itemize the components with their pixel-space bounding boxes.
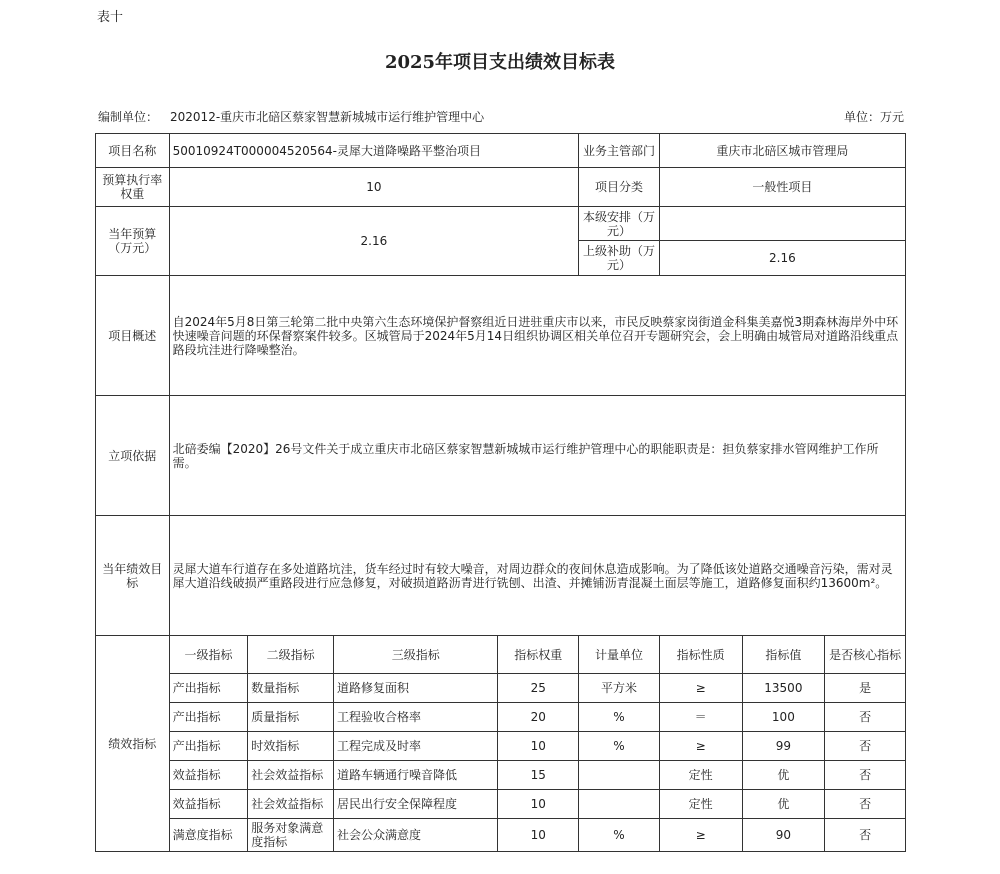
cell-level3: 工程完成及时率 [334, 732, 498, 761]
cell-level3: 工程验收合格率 [334, 703, 498, 732]
cell-nature: 定性 [659, 761, 742, 790]
header-cell: 指标值 [742, 636, 825, 674]
cell-weight: 15 [498, 761, 579, 790]
table-row [96, 761, 906, 790]
category-value: 一般性项目 [659, 168, 905, 207]
overview-text: 自2024年5月8日第三轮第二批中央第六生态环境保护督察组近日进驻重庆市以来，市民反映蔡家岗街道金科集美嘉悦3期森林海岸外中环快速噪音问题的环保督察案件较多。区城管局于2024年5月14日组织协调区相关单位召开专题研究会，会上明确由城管局对道路沿线重点路段坑洼进行降噪整治。 [169, 276, 905, 396]
cell-unit: 平方米 [579, 674, 660, 703]
target-text: 灵犀大道车行道存在多处道路坑洼，货车经过时有较大噪音，对周边群众的夜间休息造成影响。为了降低该处道路交通噪音污染，需对灵犀大道沿线破损严重路段进行应急修复，对破损道路沥青进行铣刨、出渣、并摊铺沥青混凝土面层等施工，道路修复面积约13600m²。 [169, 516, 905, 636]
cell-nature: ＝ [659, 703, 742, 732]
cell-level1: 效益指标 [169, 790, 248, 819]
header-cell: 一级指标 [169, 636, 248, 674]
cell-value: 100 [742, 703, 825, 732]
cell-value: 优 [742, 761, 825, 790]
cell-unit [579, 761, 660, 790]
cell-core: 否 [825, 703, 906, 732]
table-row [96, 674, 906, 703]
budget-value: 2.16 [169, 207, 579, 276]
header-cell: 三级指标 [334, 636, 498, 674]
cell-nature: ≥ [659, 732, 742, 761]
indicators-label: 绩效指标 [96, 636, 170, 852]
org-line [98, 108, 484, 125]
cell-weight: 25 [498, 674, 579, 703]
cell-level1: 产出指标 [169, 674, 248, 703]
cell-value: 99 [742, 732, 825, 761]
cell-unit: % [579, 703, 660, 732]
cell-level1: 产出指标 [169, 732, 248, 761]
cell-level3: 道路车辆通行噪音降低 [334, 761, 498, 790]
cell-level1: 效益指标 [169, 761, 248, 790]
cell-weight: 10 [498, 732, 579, 761]
cell-weight: 10 [498, 790, 579, 819]
header-cell: 计量单位 [579, 636, 660, 674]
indicator-header-row [96, 636, 906, 674]
row-project-name [96, 134, 906, 168]
cell-level1: 产出指标 [169, 703, 248, 732]
budget-label: 当年预算（万元） [96, 207, 170, 276]
cell-core: 否 [825, 819, 906, 852]
row-weight [96, 168, 906, 207]
row-target [96, 516, 906, 636]
header-cell: 指标性质 [659, 636, 742, 674]
cell-weight: 10 [498, 819, 579, 852]
local-label: 本级安排（万元） [579, 207, 660, 241]
cell-level3: 社会公众满意度 [334, 819, 498, 852]
cell-unit: % [579, 819, 660, 852]
cell-level3: 道路修复面积 [334, 674, 498, 703]
org-value: 202012-重庆市北碚区蔡家智慧新城城市运行维护管理中心 [170, 110, 485, 124]
table-row [96, 790, 906, 819]
weight-value: 10 [169, 168, 579, 207]
cell-core: 是 [825, 674, 906, 703]
cell-level1: 满意度指标 [169, 819, 248, 852]
cell-unit: % [579, 732, 660, 761]
dept-label: 业务主管部门 [579, 134, 660, 168]
cell-nature: ≥ [659, 674, 742, 703]
cell-core: 否 [825, 732, 906, 761]
cell-level2: 数量指标 [248, 674, 334, 703]
cell-core: 否 [825, 761, 906, 790]
cell-level2: 时效指标 [248, 732, 334, 761]
header-cell: 是否核心指标 [825, 636, 906, 674]
table-row [96, 819, 906, 852]
target-label: 当年绩效目标 [96, 516, 170, 636]
cell-level2: 社会效益指标 [248, 790, 334, 819]
cell-core: 否 [825, 790, 906, 819]
unit-label: 单位：万元 [843, 110, 904, 124]
dept-value: 重庆市北碚区城市管理局 [659, 134, 905, 168]
category-label: 项目分类 [579, 168, 660, 207]
row-basis [96, 396, 906, 516]
table-number-label: 表十 [97, 10, 124, 25]
header-cell: 二级指标 [248, 636, 334, 674]
cell-value: 13500 [742, 674, 825, 703]
cell-weight: 20 [498, 703, 579, 732]
cell-level2: 社会效益指标 [248, 761, 334, 790]
org-label: 编制单位： [98, 110, 159, 124]
table-row [96, 703, 906, 732]
basis-text: 北碚委编【2020】26号文件关于成立重庆市北碚区蔡家智慧新城城市运行维护管理中心的职能职责是：担负蔡家排水管网维护工作所需。 [169, 396, 905, 516]
cell-level2: 服务对象满意度指标 [248, 819, 334, 852]
basis-label: 立项依据 [96, 396, 170, 516]
table-row [96, 732, 906, 761]
header-cell: 指标权重 [498, 636, 579, 674]
local-value [659, 207, 905, 241]
page-title: 2025年项目支出绩效目标表 [384, 52, 616, 73]
project-name-value: 50010924T000004520564-灵犀大道降噪路平整治项目 [169, 134, 579, 168]
row-overview [96, 276, 906, 396]
row-budget-local [96, 207, 906, 241]
performance-table [95, 133, 906, 852]
cell-value: 90 [742, 819, 825, 852]
cell-level2: 质量指标 [248, 703, 334, 732]
cell-nature: ≥ [659, 819, 742, 852]
cell-value: 优 [742, 790, 825, 819]
cell-unit [579, 790, 660, 819]
upper-label: 上级补助（万元） [579, 241, 660, 276]
overview-label: 项目概述 [96, 276, 170, 396]
cell-level3: 居民出行安全保障程度 [334, 790, 498, 819]
project-name-label: 项目名称 [96, 134, 170, 168]
upper-value: 2.16 [659, 241, 905, 276]
weight-label: 预算执行率权重 [96, 168, 170, 207]
cell-nature: 定性 [659, 790, 742, 819]
